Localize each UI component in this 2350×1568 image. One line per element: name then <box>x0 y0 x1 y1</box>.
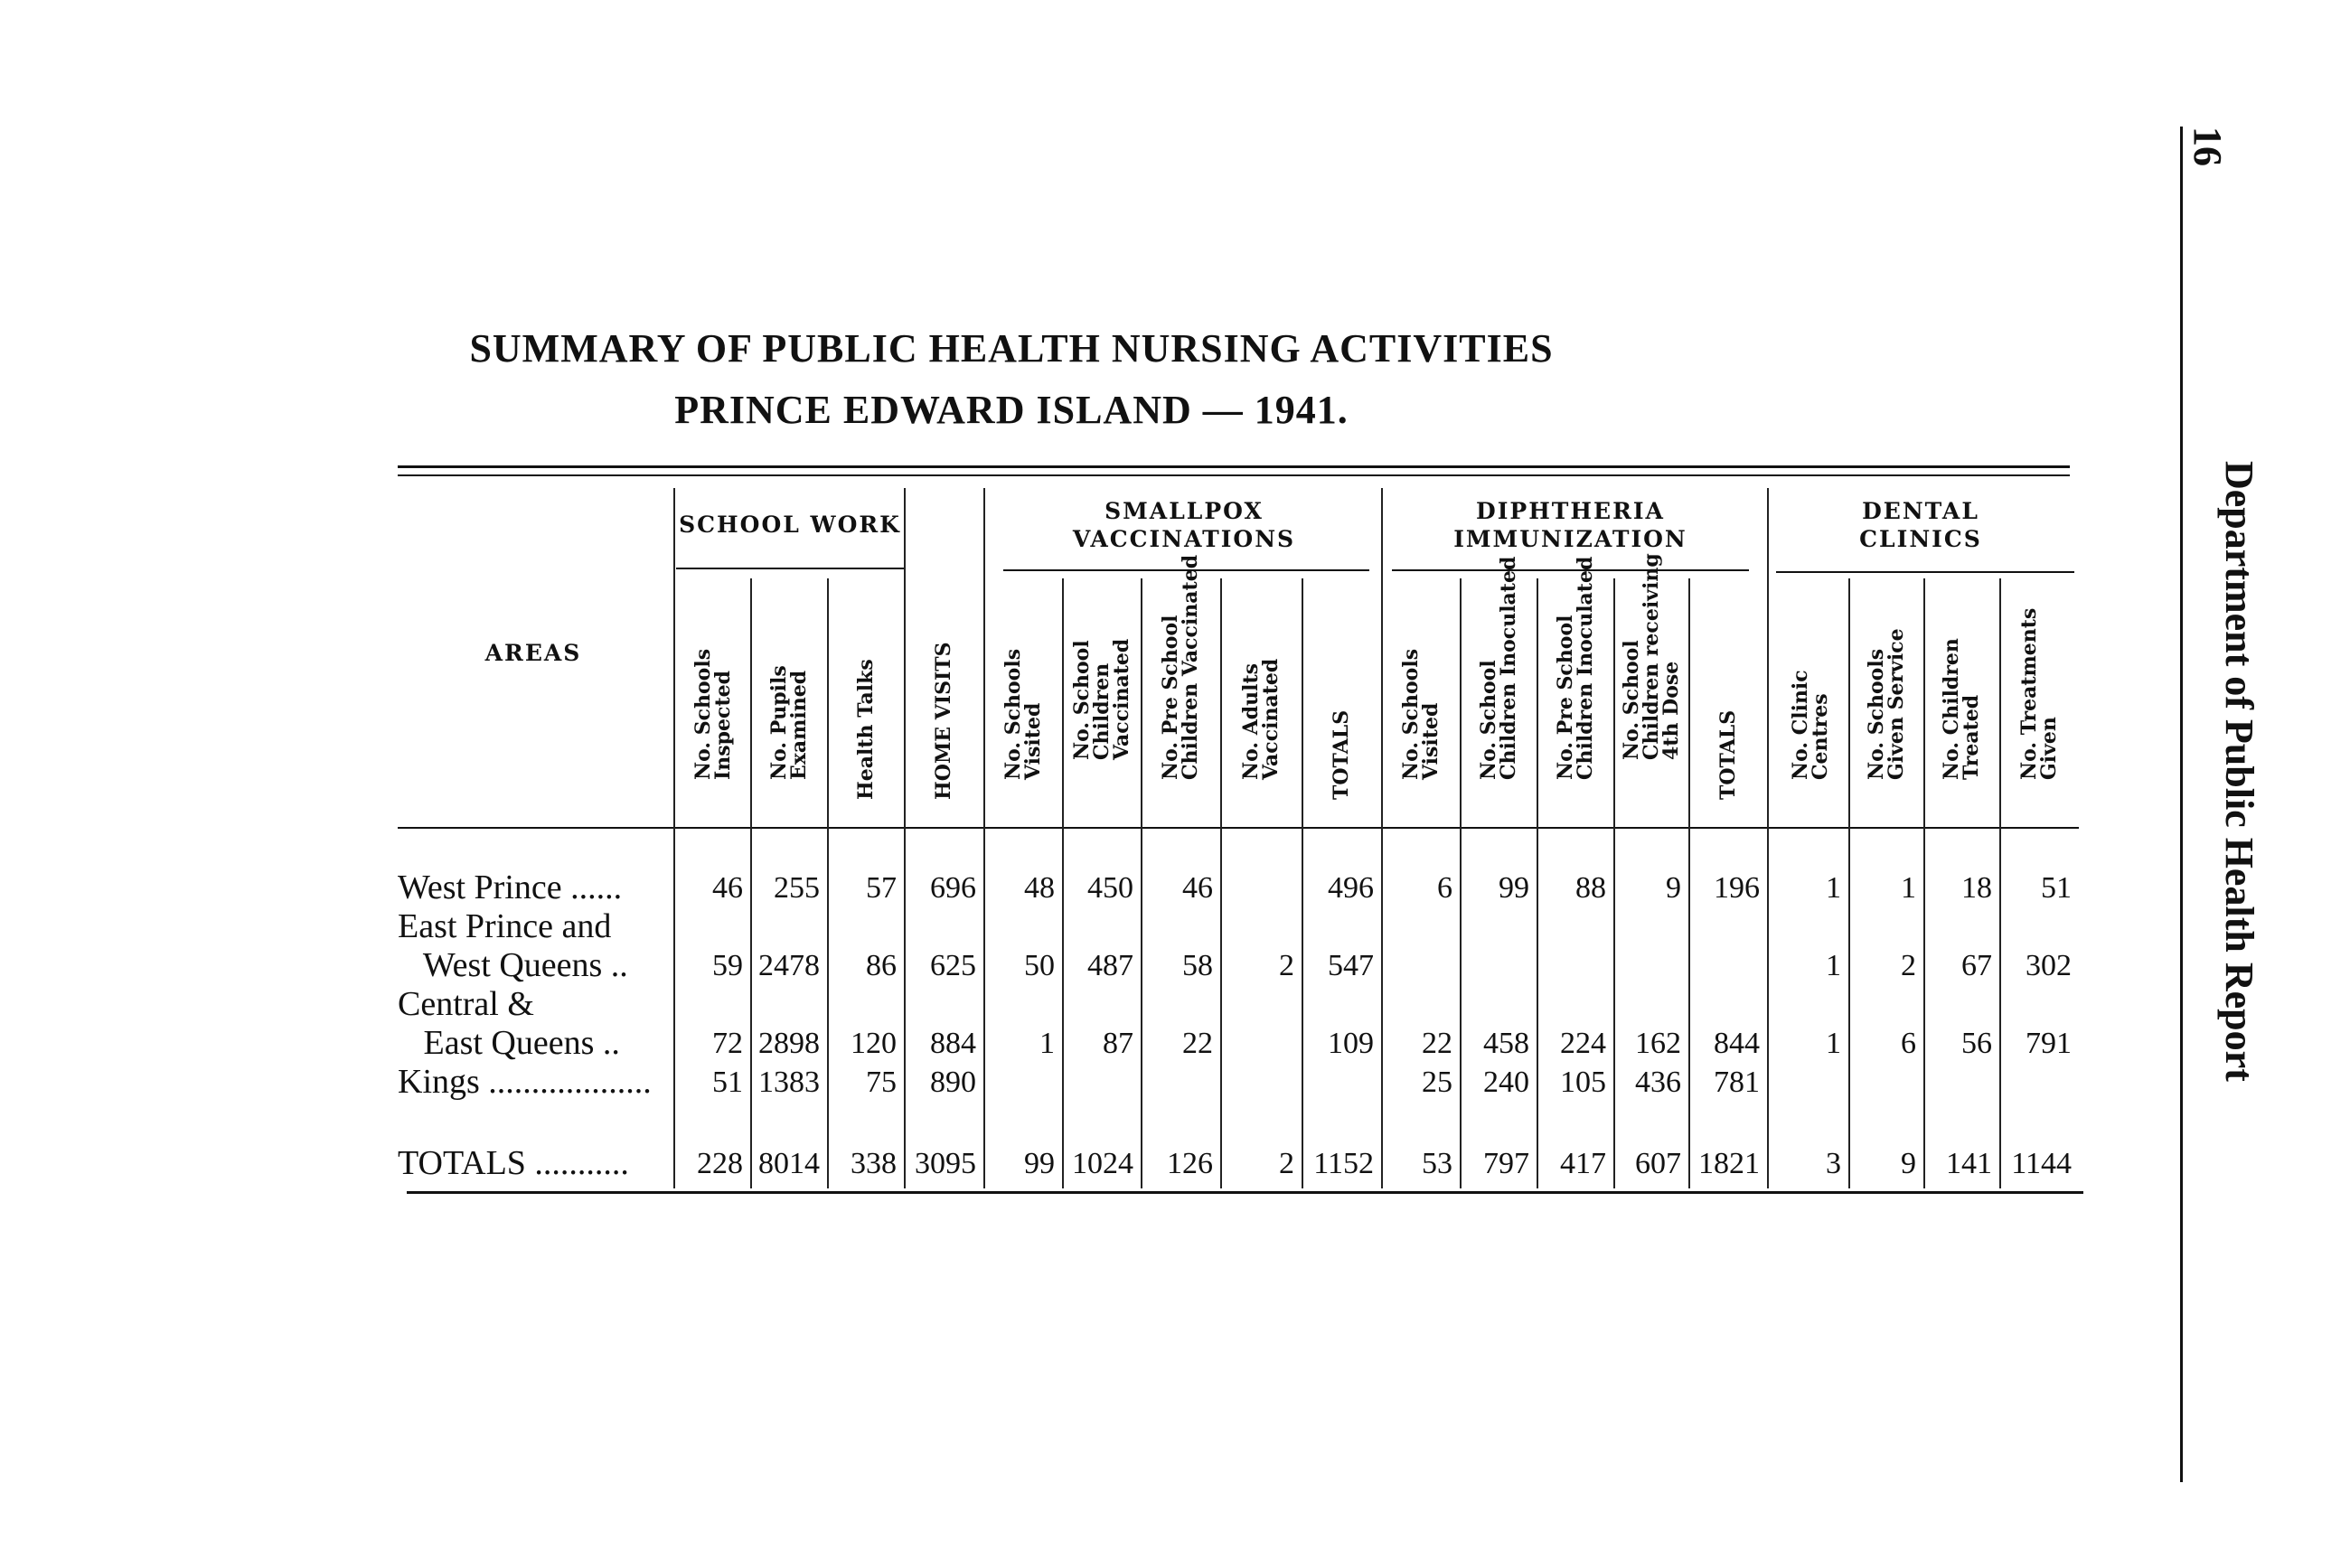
table-cell: 51 <box>712 1066 743 1099</box>
table-cell: 53 <box>1422 1147 1452 1180</box>
table-cell: 126 <box>1167 1147 1213 1180</box>
table-title: SUMMARY OF PUBLIC HEALTH NURSING ACTIVITIES <box>469 326 1554 371</box>
table-cell: 1 <box>1901 871 1916 905</box>
table-cell: 8014 <box>758 1147 820 1180</box>
table-cell: 6 <box>1901 1027 1916 1060</box>
table-top-rule <box>398 465 2070 468</box>
column-header-2 <box>750 574 827 820</box>
table-cell: 9 <box>1901 1147 1916 1180</box>
dental-underline <box>1776 571 2074 573</box>
totals-label: TOTALS ........... <box>398 1144 629 1182</box>
table-cell: 458 <box>1483 1027 1529 1060</box>
table-subtitle: PRINCE EDWARD ISLAND — 1941. <box>674 388 1349 432</box>
column-header-4 <box>904 574 983 820</box>
table-cell: 302 <box>2026 949 2072 982</box>
column-header-text: No. Adults Vaccinated <box>1239 658 1283 780</box>
table-cell: 75 <box>866 1066 897 1099</box>
table-cell: 2 <box>1901 949 1916 982</box>
table-cell: 59 <box>712 949 743 982</box>
column-header-11 <box>1460 556 1537 820</box>
column-header-text: No. Pre School Children Vaccinated <box>1159 554 1202 780</box>
table-cell: 2898 <box>758 1027 820 1060</box>
area-label: East Prince and <box>398 907 612 945</box>
column-rule <box>1767 488 1769 1188</box>
table-cell: 781 <box>1714 1066 1760 1099</box>
table-cell: 844 <box>1714 1027 1760 1060</box>
table-cell: 1024 <box>1072 1147 1133 1180</box>
table-cell: 255 <box>774 871 820 905</box>
table-cell: 67 <box>1961 949 1992 982</box>
table-cell: 120 <box>851 1027 897 1060</box>
page-number-text: 16 <box>2186 127 2230 166</box>
column-header-text: No. Pre School Children Inoculated <box>1553 556 1597 780</box>
running-header <box>2214 461 2269 1148</box>
table-cell: 547 <box>1328 949 1374 982</box>
table-cell: 1 <box>1039 1027 1055 1060</box>
table-cell: 88 <box>1575 871 1606 905</box>
table-cell: 72 <box>712 1027 743 1060</box>
column-header-6 <box>1062 574 1141 820</box>
table-cell: 22 <box>1182 1027 1213 1060</box>
table-cell: 1 <box>1826 949 1841 982</box>
area-label: West Queens .. <box>398 946 628 984</box>
column-header-13 <box>1613 553 1688 820</box>
table-cell: 46 <box>1182 871 1213 905</box>
table-cell: 487 <box>1087 949 1133 982</box>
table-cell: 436 <box>1635 1066 1681 1099</box>
table-top-rule-2 <box>398 474 2070 476</box>
column-header-text: Health Talks <box>853 659 878 800</box>
column-header-text: No. Schools Visited <box>1398 648 1443 780</box>
table-cell: 338 <box>851 1147 897 1180</box>
table-cell: 228 <box>697 1147 743 1180</box>
column-header-18 <box>1999 574 2079 820</box>
table-cell: 2478 <box>758 949 820 982</box>
column-header-3 <box>827 574 904 820</box>
table-cell: 141 <box>1946 1147 1992 1180</box>
column-rule <box>983 488 985 1188</box>
table-cell: 1152 <box>1313 1147 1374 1180</box>
table-cell: 3 <box>1826 1147 1841 1180</box>
areas-header: AREAS <box>484 640 582 666</box>
school-work-underline <box>676 568 904 569</box>
column-header-14 <box>1688 574 1767 820</box>
table-cell: 696 <box>930 871 976 905</box>
table-bottom-rule <box>407 1191 2083 1194</box>
table-cell: 417 <box>1560 1147 1606 1180</box>
table-cell: 607 <box>1635 1147 1681 1180</box>
column-header-5 <box>983 574 1062 820</box>
group-smallpox: SMALLPOX VACCINATIONS <box>1072 498 1296 552</box>
table-cell: 1383 <box>758 1066 820 1099</box>
table-cell: 240 <box>1483 1066 1529 1099</box>
table-cell: 99 <box>1499 871 1529 905</box>
table-cell: 18 <box>1961 871 1992 905</box>
table-cell: 797 <box>1483 1147 1529 1180</box>
group-diphtheria: DIPHTHERIA IMMUNIZATION <box>1453 498 1687 552</box>
table-cell: 109 <box>1328 1027 1374 1060</box>
column-header-17 <box>1923 574 1999 820</box>
column-header-9 <box>1302 574 1381 820</box>
column-header-text: No. Treatments Given <box>2017 607 2061 780</box>
table-cell: 791 <box>2026 1027 2072 1060</box>
table-cell: 86 <box>866 949 897 982</box>
column-header-text: No. Children Treated <box>1940 638 1983 780</box>
table-cell: 1144 <box>2011 1147 2072 1180</box>
table-cell: 496 <box>1328 871 1374 905</box>
column-header-text: No. School Children Vaccinated <box>1069 638 1133 760</box>
areas-column-rule <box>673 488 675 1188</box>
column-header-1 <box>676 574 750 820</box>
column-header-8 <box>1220 574 1302 820</box>
table-cell: 3095 <box>915 1147 976 1180</box>
table-cell: 1821 <box>1698 1147 1760 1180</box>
column-rule <box>1220 578 1222 1188</box>
page-number <box>2183 127 2237 181</box>
column-header-16 <box>1848 574 1923 820</box>
table-cell: 224 <box>1560 1027 1606 1060</box>
table-cell: 22 <box>1422 1027 1452 1060</box>
table-cell: 890 <box>930 1066 976 1099</box>
running-header-text: Department of Public Health Report <box>2217 461 2261 1082</box>
group-school-work: SCHOOL WORK <box>679 512 901 538</box>
table-cell: 2 <box>1279 1147 1294 1180</box>
table-cell: 51 <box>2041 871 2072 905</box>
column-header-text: No. Pupils Examined <box>766 665 811 780</box>
column-header-7 <box>1141 554 1220 820</box>
table-cell: 50 <box>1024 949 1055 982</box>
header-bottom-rule <box>398 827 2079 829</box>
column-header-text: No. Schools Inspected <box>691 648 735 780</box>
column-header-text: No. School Children receiving 4th Dose <box>1619 553 1683 760</box>
column-header-text: No. Schools Visited <box>1001 648 1045 780</box>
table-cell: 1 <box>1826 871 1841 905</box>
table-cell: 58 <box>1182 949 1213 982</box>
table-cell: 25 <box>1422 1066 1452 1099</box>
side-margin-rule <box>2180 127 2183 1482</box>
column-header-10 <box>1381 574 1460 820</box>
table-cell: 450 <box>1087 871 1133 905</box>
area-label: West Prince ...... <box>398 869 623 906</box>
table-cell: 57 <box>866 871 897 905</box>
table-cell: 105 <box>1560 1066 1606 1099</box>
table-cell: 1 <box>1826 1027 1841 1060</box>
table-cell: 99 <box>1024 1147 1055 1180</box>
column-header-text: TOTALS <box>1716 709 1740 800</box>
table-cell: 46 <box>712 871 743 905</box>
table-cell: 56 <box>1961 1027 1992 1060</box>
area-label: East Queens .. <box>398 1024 620 1062</box>
table-cell: 2 <box>1279 949 1294 982</box>
column-header-text: No. Schools Given Service <box>1864 628 1908 780</box>
column-header-text: TOTALS <box>1330 709 1353 800</box>
table-cell: 6 <box>1437 871 1452 905</box>
area-label: Kings ................... <box>398 1063 652 1101</box>
table-cell: 625 <box>930 949 976 982</box>
column-header-text: No. School Children Inoculated <box>1476 556 1520 780</box>
group-dental: DENTAL CLINICS <box>1859 498 1982 552</box>
table-cell: 9 <box>1666 871 1681 905</box>
column-header-text: No. Clinic Centres <box>1788 670 1832 780</box>
area-label: Central & <box>398 985 534 1023</box>
table-cell: 87 <box>1103 1027 1133 1060</box>
table-cell: 884 <box>930 1027 976 1060</box>
table-cell: 48 <box>1024 871 1055 905</box>
column-header-15 <box>1772 574 1848 820</box>
table-cell: 162 <box>1635 1027 1681 1060</box>
column-header-12 <box>1537 556 1613 820</box>
table-cell: 196 <box>1714 871 1760 905</box>
column-header-text: HOME VISITS <box>932 642 955 800</box>
